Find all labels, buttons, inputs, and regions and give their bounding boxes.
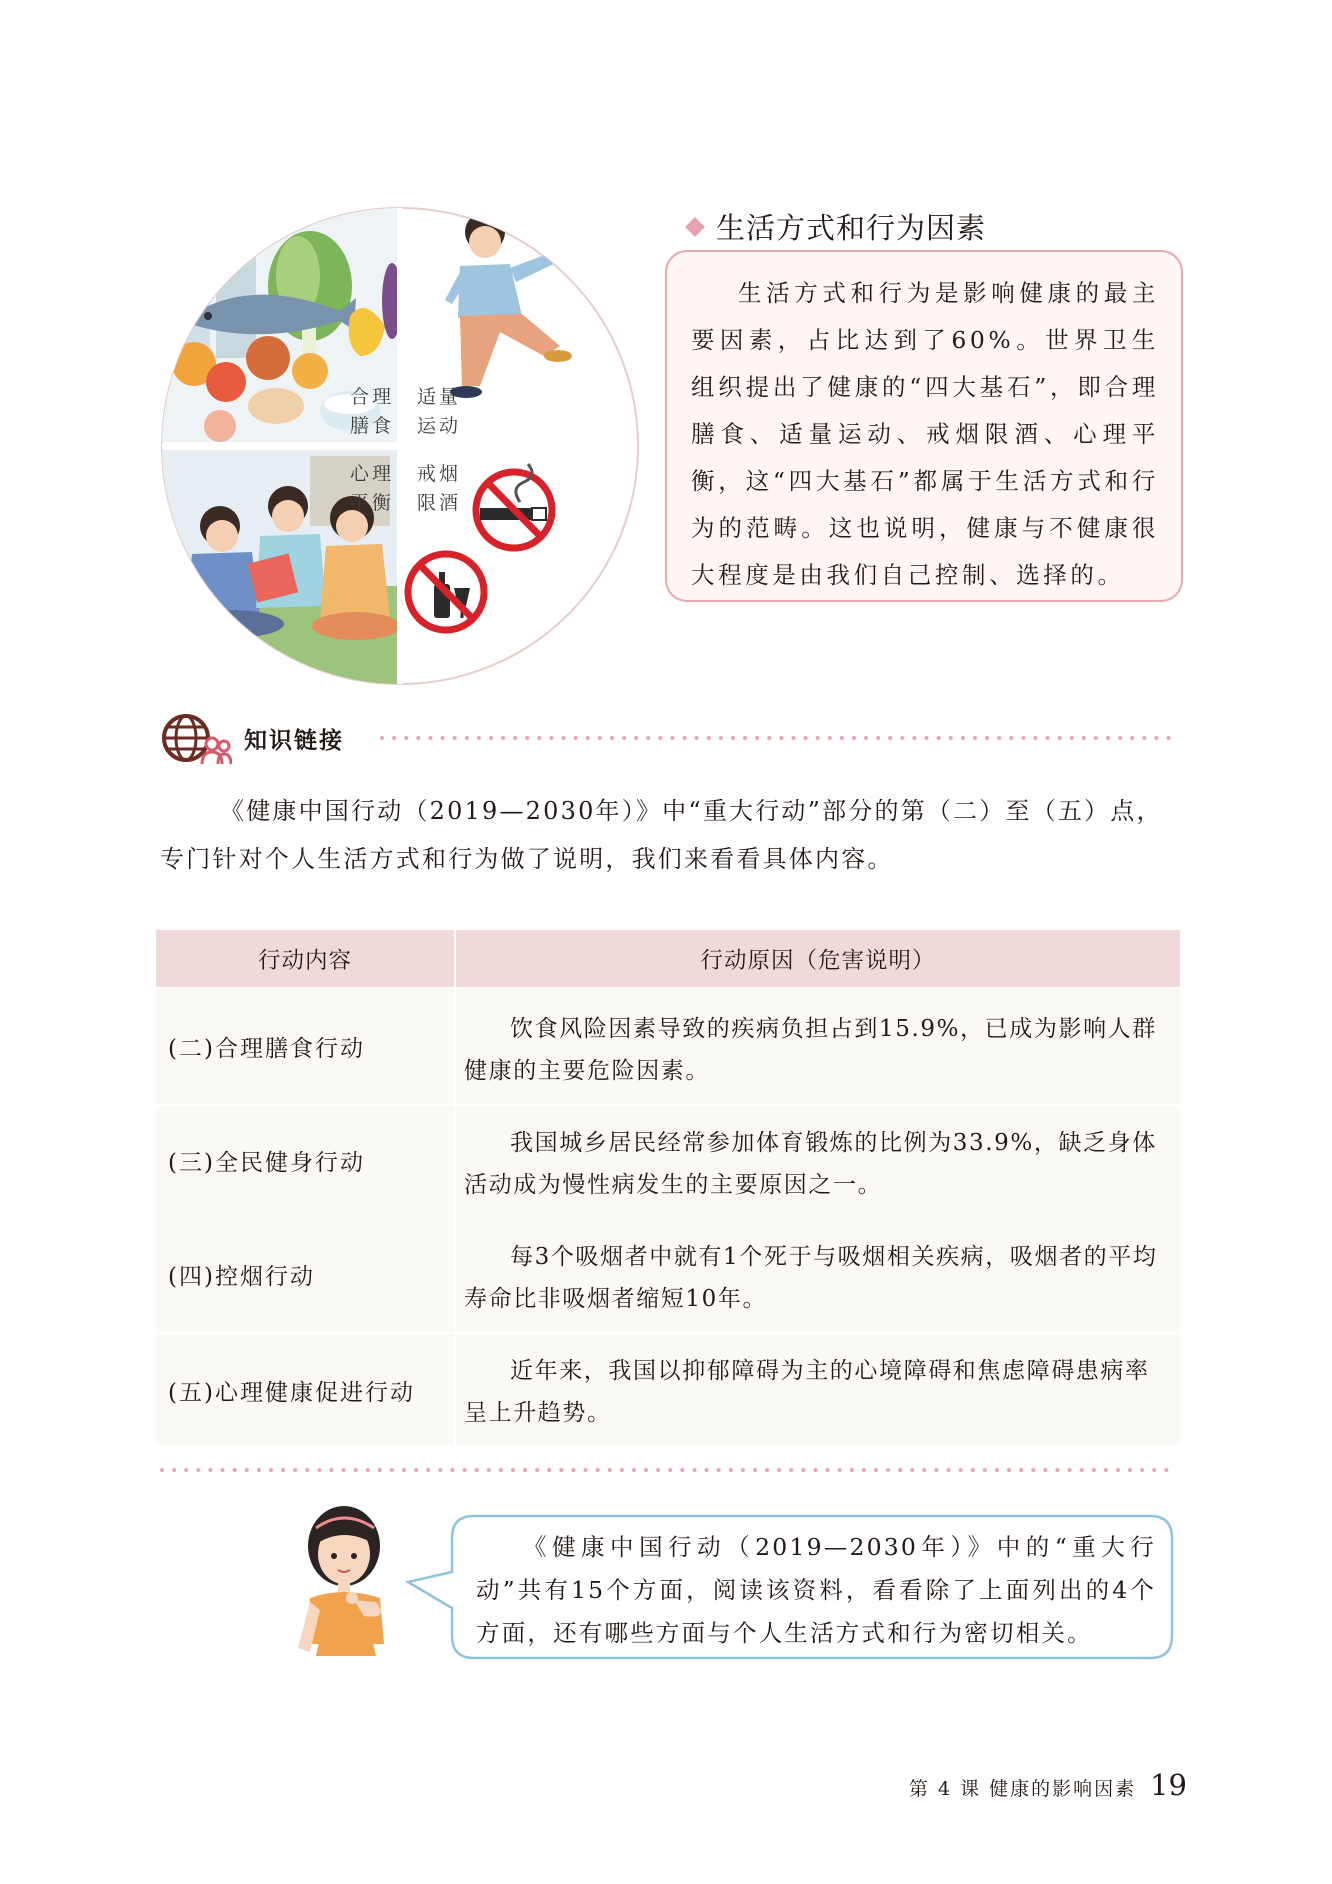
page-footer [909,1768,1187,1802]
table-row-desc: 近年来，我国以抑郁障碍为主的心境障碍和焦虑障碍患病率呈上升趋势。 [464,1358,1150,1426]
globe-people-icon [160,710,232,766]
knowledge-intro-text: 《健康中国行动（2019—2030年）》中“重大行动”部分的第（二）至（五）点，专门针对个人生活方式和行为做了说明，我们来看看具体内容。 [160,797,1163,873]
knowledge-link-title: 知识链接 [244,728,344,754]
table-row-desc: 每3个吸烟者中就有1个死于与吸烟相关疾病，吸烟者的平均寿命比非吸烟者缩短10年。 [464,1244,1158,1312]
table-row-desc: 我国城乡居民经常参加体育锻炼的比例为33.9%，缺乏身体活动成为慢性病发生的主要原因之一。 [464,1130,1157,1198]
dotted-divider [380,736,1180,740]
table-row-name: (二)合理膳食行动 [168,1036,365,1062]
table-row-name: (五)心理健康促进行动 [168,1380,415,1406]
table-row-name: (四)控烟行动 [168,1264,315,1290]
girl-thinking-icon [290,1498,400,1678]
header-action-reason: 行动原因（危害说明） [456,930,1180,987]
footer-lesson-title: 第 4 课 健康的影响因素 [908,1778,1137,1800]
lifestyle-info-box [665,250,1183,602]
knowledge-link-header [160,710,1180,766]
section-heading-text: 生活方式和行为因素 [716,211,987,245]
diamond-bullet-icon [685,217,705,237]
label-healthy-diet: 合理 膳食 [350,386,395,437]
no-alcohol-icon [408,554,484,630]
label-moderate-exercise: 适量 运动 [417,386,462,437]
label-mental-balance: 心理 平衡 [350,463,395,514]
dotted-divider [160,1468,1180,1472]
page-number: 19 [1150,1768,1187,1802]
speech-bubble-text: 《健康中国行动（2019—2030年）》中的“重大行动”共有15个方面，阅读该资料，看看除了上面列出的4个方面，还有哪些方面与个人生活方式和行为密切相关。 [476,1533,1156,1647]
lifestyle-body-text: 生活方式和行为是影响健康的最主要因素，占比达到了60%。世界卫生组织提出了健康的“四大基石”，即合理膳食、适量运动、戒烟限酒、心理平衡，这“四大基石”都属于生活方式和行为的范畴。这也说明，健康与不健康很大程度是由我们自己控制、选择的。 [691,279,1159,589]
table-row-name: (三)全民健身行动 [168,1150,365,1176]
row-divider [156,1104,1180,1106]
action-table [156,930,1180,1445]
section-heading [688,206,986,247]
table-row-desc: 饮食风险因素导致的疾病负担占到15.9%，已成为影响人群健康的主要危险因素。 [464,1016,1157,1084]
four-cornerstones-illustration [160,206,640,686]
row-divider [156,1332,1180,1334]
label-quit-smoking-limit-alcohol: 戒烟 限酒 [417,463,462,514]
header-action-content: 行动内容 [156,930,454,987]
